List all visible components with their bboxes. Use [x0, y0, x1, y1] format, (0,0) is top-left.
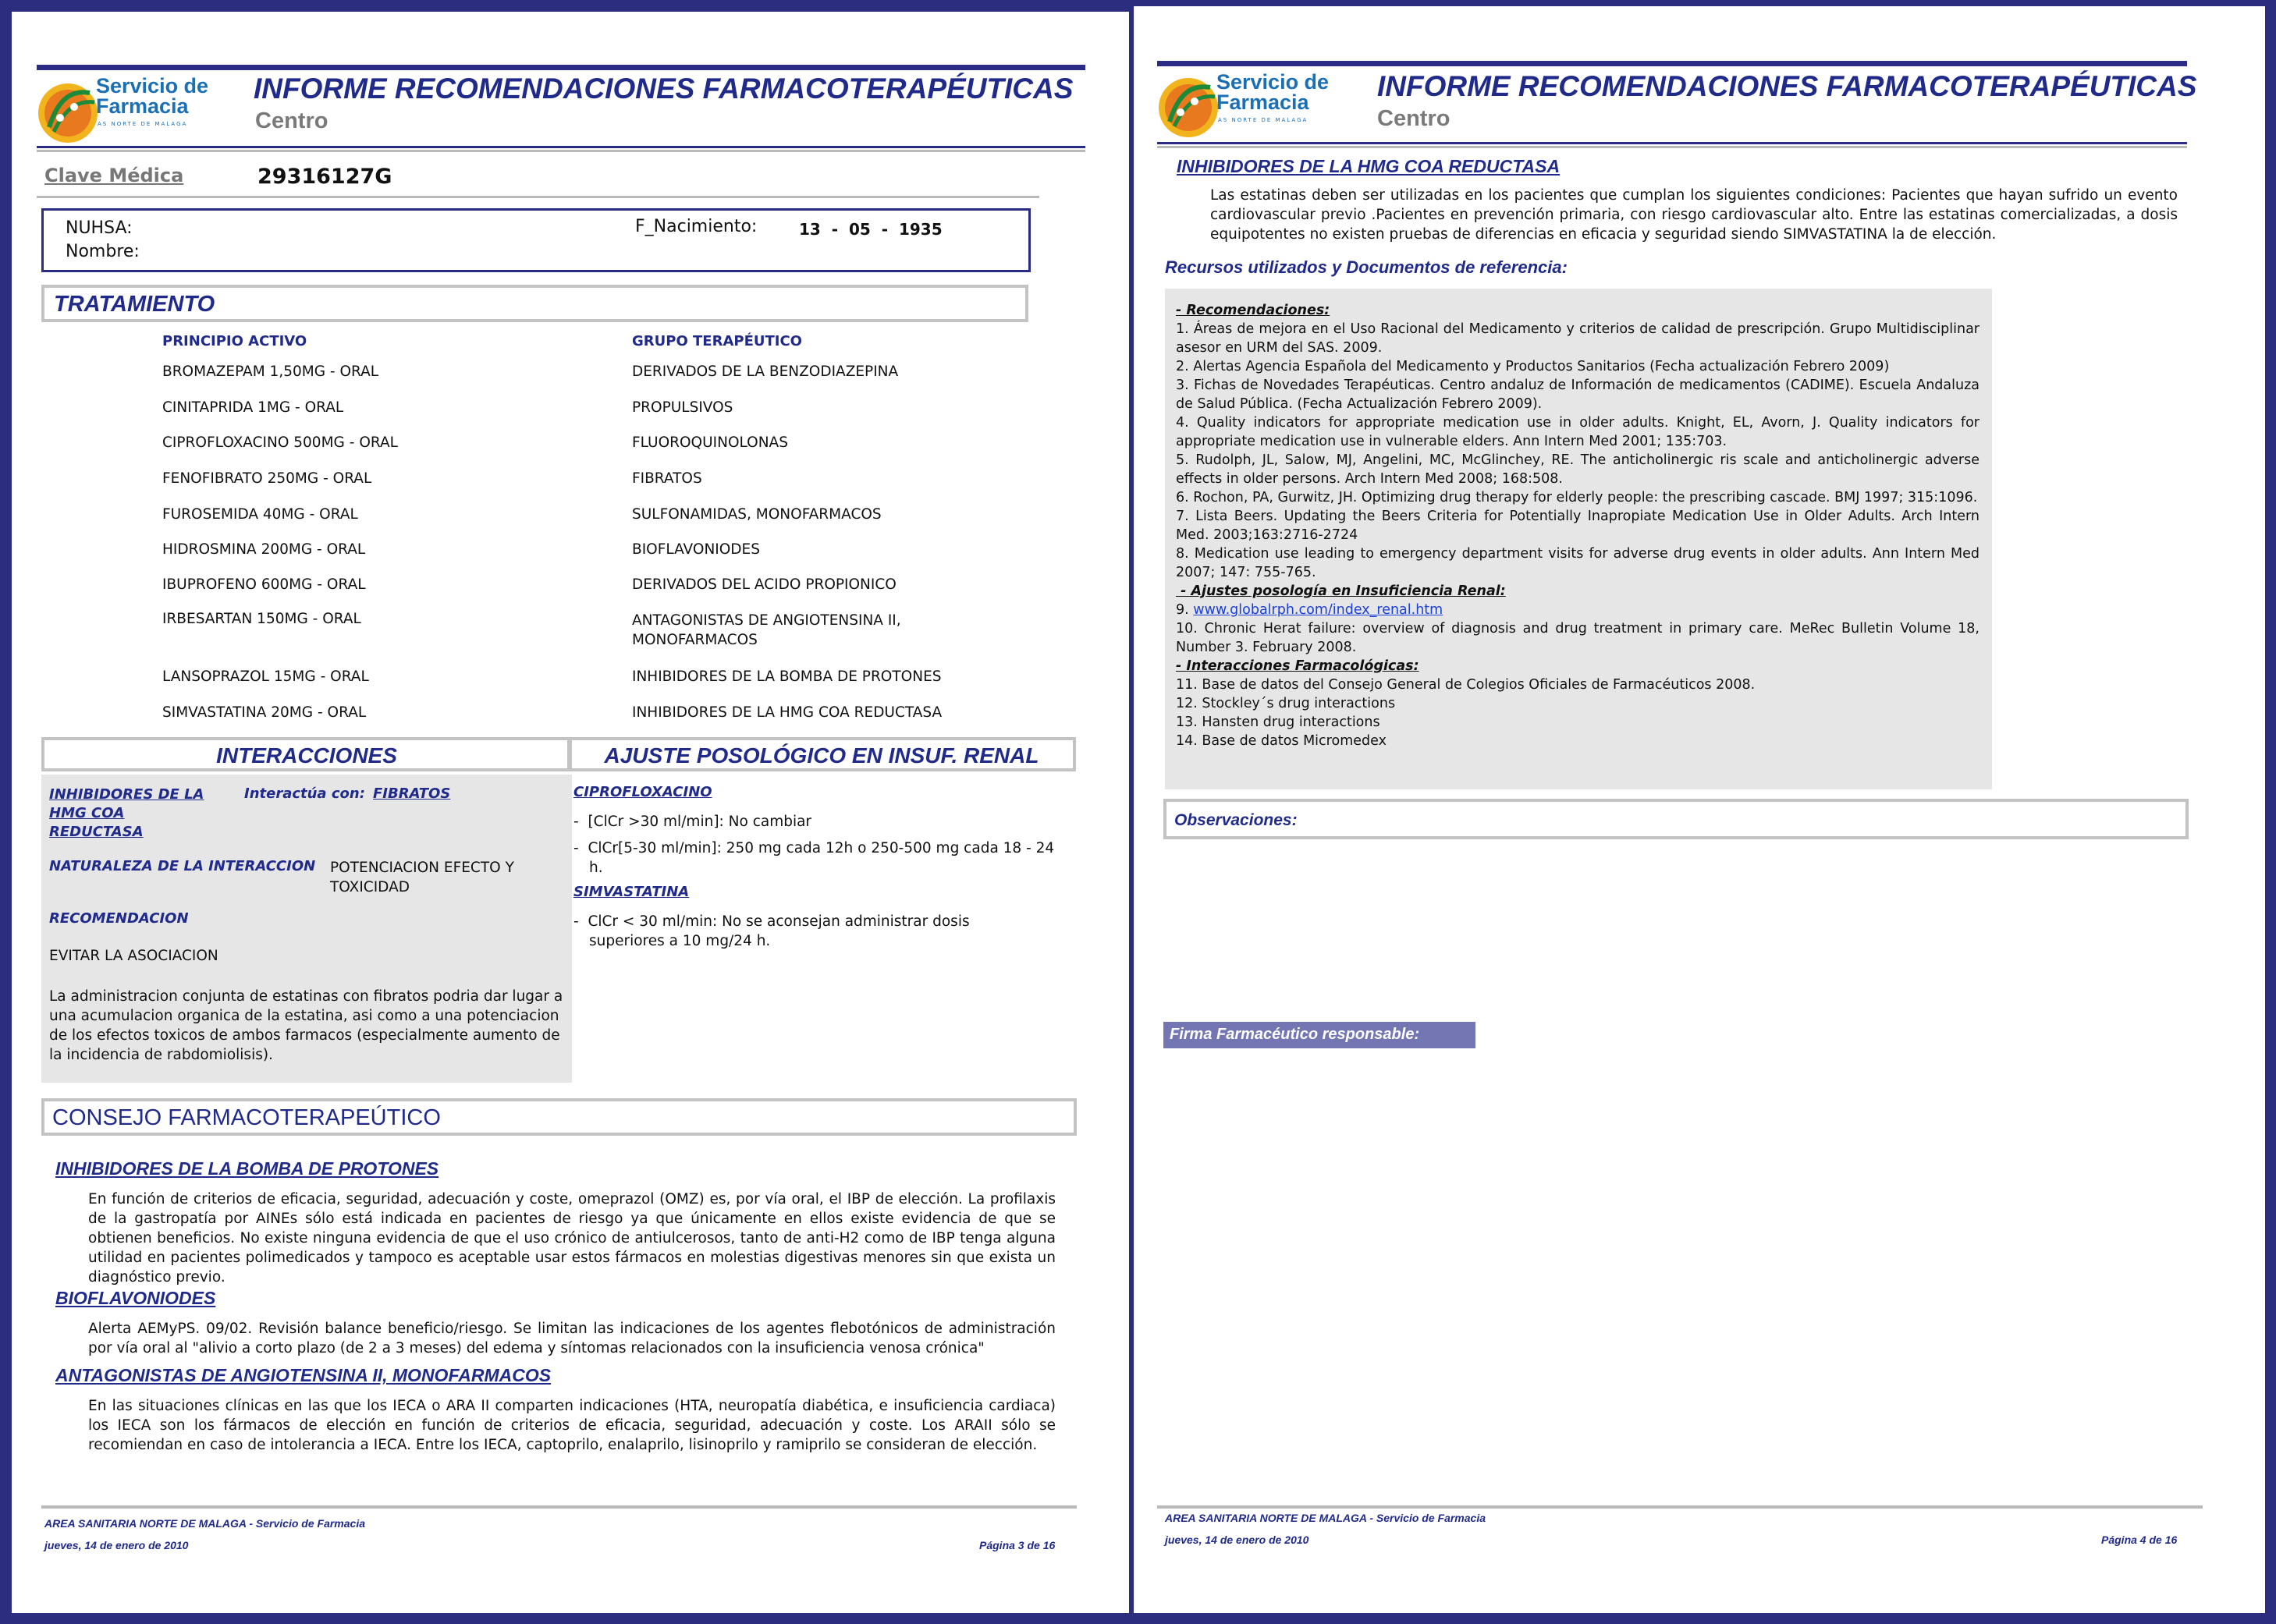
footer-page: Página 3 de 16: [979, 1539, 1056, 1551]
rec-heading: - Recomendaciones:: [1176, 303, 1330, 318]
reference-item: 7. Lista Beers. Updating the Beers Criteria for Potentially Inapropiate Medication Use in Older Adults. Arch Intern Med. 2003;163:2716-2724: [1176, 509, 1980, 543]
treatment-group: BIOFLAVONIODES: [632, 541, 760, 558]
page-3: [12, 12, 1129, 1613]
header-bottom-rule: [37, 146, 1085, 148]
renal-drug2-list: [573, 912, 1010, 951]
clave-label: Clave Médica: [44, 165, 184, 186]
recommendation-label: RECOMENDACION: [49, 910, 189, 927]
interacts-with-label: Interactúa con:: [244, 785, 365, 802]
logo-emblem-icon: [1156, 69, 1226, 140]
treatment-group: DERIVADOS DE LA BENZODIAZEPINA: [632, 363, 899, 380]
reference-item: 13. Hansten drug interactions: [1176, 714, 1380, 730]
reference-item: 8. Medication use leading to emergency department visits for adverse drug events in older adults. Ann Intern Med 2007; 147: 755-765.: [1176, 546, 1980, 580]
header-grey-rule: [1157, 146, 2187, 148]
logo-line2: Farmacia: [96, 94, 189, 118]
references-panel: [1165, 289, 1992, 789]
advice-heading-bioflav[interactable]: BIOFLAVONIODES: [55, 1288, 216, 1308]
treatment-drug: CINITAPRIDA 1MG - ORAL: [162, 399, 344, 416]
observations-label: Observaciones:: [1174, 811, 1298, 829]
renal-item-text: ClCr < 30 ml/min: No se aconsejan administrar dosis superiores a 10 mg/24 h.: [588, 913, 970, 949]
logo-line1: Servicio de: [1216, 70, 1330, 94]
treatment-drug: BROMAZEPAM 1,50MG - ORAL: [162, 363, 379, 380]
treatment-group: FIBRATOS: [632, 470, 702, 487]
ref9-prefix: 9.: [1176, 602, 1194, 618]
logo-line2: Farmacia: [1216, 90, 1309, 114]
pharmacy-logo: [1156, 69, 1366, 140]
clave-rule: [37, 196, 1039, 198]
reference-item: 14. Base de datos Micromedex: [1176, 733, 1387, 749]
reference-item: 3. Fichas de Novedades Terapéuticas. Centro andaluz de Información de medicamentos (CADIME). Escuela Andaluza de Salud Pública. (Fecha Actualización Febrero 2009).: [1176, 378, 1980, 412]
renal-item-text: [ClCr >30 ml/min]: No cambiar: [588, 814, 812, 830]
advice-header-box: [41, 1098, 1077, 1136]
logo-line1: Servicio de: [96, 74, 209, 98]
renal-drug2[interactable]: SIMVASTATINA: [573, 884, 690, 900]
nombre-label: Nombre:: [66, 242, 140, 261]
treatment-title: TRATAMIENTO: [54, 292, 215, 317]
pharmacy-logo: [35, 74, 246, 146]
reference-item: 11. Base de datos del Consejo General de Colegios Oficiales de Farmacéuticos 2008.: [1176, 677, 1756, 693]
renal-item: - ClCr[5-30 ml/min]: 250 mg cada 12h o 250-500 mg cada 18 - 24 h.: [573, 840, 1055, 876]
treatment-group: SULFONAMIDAS, MONOFARMACOS: [632, 506, 882, 523]
treatment-drug: IRBESARTAN 150MG - ORAL: [162, 611, 361, 627]
advice-heading-ara[interactable]: ANTAGONISTAS DE ANGIOTENSINA II, MONOFARMACOS: [55, 1365, 552, 1385]
interactions-title: INTERACCIONES: [216, 743, 397, 768]
advice-title: CONSEJO FARMACOTERAPEÚTICO: [52, 1105, 441, 1130]
header-grey-rule: [37, 150, 1085, 152]
renal-drug1[interactable]: CIPROFLOXACINO: [573, 784, 712, 800]
reference-item: 4. Quality indicators for appropriate medication use in older adults. Knight, EL, Avorn, J. Quality indicators for appropriate medication use in vulnerable elders. Ann Intern Med 2001; 135:703.: [1176, 415, 1980, 449]
treatment-group: DERIVADOS DEL ACIDO PROPIONICO: [632, 576, 897, 593]
advice-text-bioflav: Alerta AEMyPS. 09/02. Revisión balance beneficio/riesgo. Se limitan las indicaciones de los agentes flebotónicos de administración por vía oral al "alivio a corto plazo (de 2 a 3 meses) del edema y síntomas relacionados con la insuficiencia venosa crónica": [88, 1321, 1056, 1356]
interactions-header-box: [41, 737, 572, 771]
treatment-drug: LANSOPRAZOL 15MG - ORAL: [162, 668, 369, 685]
header-bottom-rule: [1157, 142, 2187, 144]
logo-line3: AS NORTE DE MALAGA: [1218, 117, 1308, 123]
renal-item: - ClCr < 30 ml/min: No se aconsejan administrar dosis superiores a 10 mg/24 h.: [573, 913, 970, 949]
footer-date: jueves, 14 de enero de 2010: [44, 1539, 189, 1551]
reference-item: 6. Rochon, PA, Gurwitz, JH. Optimizing drug therapy for elderly people: the prescribing cascade. BMJ 1997; 315:1096.: [1176, 490, 1978, 505]
footer-org: AREA SANITARIA NORTE DE MALAGA - Servicio de Farmacia: [1165, 1512, 1486, 1524]
reference-item: 10. Chronic Herat failure: overview of diagnosis and drug treatment in primary care. MeRec Bulletin Volume 18, Number 3. February 2008.: [1176, 621, 1980, 655]
treatment-col-drug: PRINCIPIO ACTIVO: [162, 333, 307, 349]
clave-value: 29316127G: [257, 165, 392, 189]
interactions-refs-heading: - Interacciones Farmacológicas:: [1176, 658, 1419, 674]
globalrph-link[interactable]: www.globalrph.com/index_renal.htm: [1193, 602, 1443, 618]
recommendation-value: EVITAR LA ASOCIACION: [49, 948, 218, 964]
renal-header-box: [567, 737, 1076, 771]
reference-item: [1176, 601, 1980, 619]
logo-line3: AS NORTE DE MALAGA: [98, 121, 188, 127]
reference-item: 1. Áreas de mejora en el Uso Racional del Medicamento y criterios de calidad de prescripción. Grupo Multidisciplinar asesor en URM del SAS. 2009.: [1176, 321, 1980, 356]
signature-box[interactable]: [1163, 1022, 1475, 1048]
interaction-description: La administracion conjunta de estatinas con fibratos podria dar lugar a una acumulacion organica de la estatina, asi como a una potenciacion de los efectos toxicos de ambos farmacos (especialmente aumento de la incidencia de rabdomiolisis).: [49, 988, 563, 1063]
treatment-group: FLUOROQUINOLONAS: [632, 434, 788, 451]
advice-text-ara: En las situaciones clínicas en las que los IECA o ARA II comparten indicaciones (HTA, neuropatía diabética, e insuficiencia cardiaca) los IECA son los fármacos de elección en función de criterios de eficacia, seguridad, adecuación y coste. Los ARAII sólo se recomiendan en caso de intolerancia a IECA. Entre los IECA, captoprilo, enalaprilo, lisinoprilo y ramiprilo se consideran de elección.: [88, 1398, 1056, 1453]
report-title: INFORME RECOMENDACIONES FARMACOTERAPÉUTICAS: [1377, 70, 2197, 102]
logo-emblem-icon: [35, 74, 105, 146]
header-top-rule: [1157, 61, 2187, 66]
footer-rule: [41, 1505, 1077, 1509]
treatment-group: PROPULSIVOS: [632, 399, 733, 416]
treatment-drug: IBUPROFENO 600MG - ORAL: [162, 576, 366, 593]
treatment-drug: FUROSEMIDA 40MG - ORAL: [162, 506, 358, 523]
page-4: [1134, 6, 2265, 1613]
reference-item: 2. Alertas Agencia Española del Medicamento y Productos Sanitarios (Fecha actualización Febrero 2009): [1176, 359, 1890, 374]
renal-refs-heading: - Ajustes posología en Insuficiencia Renal:: [1176, 583, 1506, 599]
references-list: [1176, 301, 1980, 750]
footer-rule: [1157, 1505, 2203, 1509]
report-subtitle: Centro: [1377, 106, 1450, 131]
reference-item: 5. Rudolph, JL, Salow, MJ, Angelini, MC, McGlinchey, RE. The anticholinergic ris scale and anticholinergic adverse effects in older persons. Arch Intern Med 2008; 168:508.: [1176, 452, 1980, 487]
treatment-col-group: GRUPO TERAPÉUTICO: [632, 333, 802, 349]
advice-heading-ibp[interactable]: INHIBIDORES DE LA BOMBA DE PROTONES: [55, 1158, 439, 1179]
treatment-drug: CIPROFLOXACINO 500MG - ORAL: [162, 434, 398, 451]
interaction-drug-b[interactable]: FIBRATOS: [373, 785, 451, 802]
patient-box: [41, 208, 1031, 272]
nuhsa-label: NUHSA:: [66, 218, 133, 238]
fnac-label: F_Nacimiento:: [635, 217, 758, 236]
nature-value: POTENCIACION EFECTO Y TOXICIDAD: [330, 860, 514, 895]
advice-text-ibp: En función de criterios de eficacia, seguridad, adecuación y coste, omeprazol (OMZ) es, por vía oral, el IBP de elección. La profilaxis de la gastropatía por AINEs sólo está indicada en pacientes de riesgo ya que únicamente en ellos existe evidencia de que se obtienen beneficios. No existe ninguna evidencia de que el uso crónico de antiulcerosos, tanto de anti-H2 como de IBP tenga alguna utilidad en pacientes polimedicados y tampoco es aceptable usar estos fármacos en molestias digestivas menores sin que exista un diagnóstico previo.: [88, 1191, 1056, 1285]
hmg-text: Las estatinas deben ser utilizadas en los pacientes que cumplan los siguientes condiciones: Pacientes que hayan sufrido un evento cardiovascular previo .Pacientes en prevención primaria, con riesgo cardiovascular alto. Entre las estatinas comercializadas, a dosis equipotentes no existen pruebas de diferencias en eficacia y seguridad siendo SIMVASTATINA la de elección.: [1210, 187, 2178, 243]
treatment-drug: HIDROSMINA 200MG - ORAL: [162, 541, 366, 558]
hmg-heading[interactable]: INHIBIDORES DE LA HMG COA REDUCTASA: [1177, 156, 1561, 176]
footer-page: Página 4 de 16: [2101, 1534, 2178, 1546]
observations-box[interactable]: [1163, 799, 2189, 839]
footer-org: AREA SANITARIA NORTE DE MALAGA - Servicio de Farmacia: [44, 1517, 365, 1530]
report-title: INFORME RECOMENDACIONES FARMACOTERAPÉUTICAS: [254, 73, 1074, 105]
interactions-panel: [41, 775, 572, 1083]
treatment-drug: SIMVASTATINA 20MG - ORAL: [162, 704, 367, 721]
treatment-header-box: [41, 285, 1028, 322]
signature-label: Firma Farmacéutico responsable:: [1170, 1026, 1420, 1043]
header-top-rule: [37, 65, 1085, 70]
renal-drug1-list: [573, 812, 1057, 878]
renal-item: - [ClCr >30 ml/min]: No cambiar: [573, 814, 812, 830]
treatment-drug: FENOFIBRATO 250MG - ORAL: [162, 470, 372, 487]
treatment-group: ANTAGONISTAS DE ANGIOTENSINA II, MONOFARMACOS: [632, 612, 901, 648]
treatment-group: INHIBIDORES DE LA HMG COA REDUCTASA: [632, 704, 943, 721]
treatment-group: INHIBIDORES DE LA BOMBA DE PROTONES: [632, 668, 942, 685]
renal-item-text: ClCr[5-30 ml/min]: 250 mg cada 12h o 250-500 mg cada 18 - 24 h.: [588, 840, 1055, 876]
fnac-value: 13 - 05 - 1935: [799, 220, 943, 239]
reference-item: 12. Stockley´s drug interactions: [1176, 696, 1396, 711]
interaction-drug-a[interactable]: INHIBIDORES DE LA HMG COA REDUCTASA: [49, 786, 204, 840]
nature-label: NATURALEZA DE LA INTERACCION: [49, 858, 316, 874]
report-subtitle: Centro: [255, 108, 328, 133]
resources-title: Recursos utilizados y Documentos de referencia:: [1165, 257, 1568, 277]
renal-title: AJUSTE POSOLÓGICO EN INSUF. RENAL: [604, 743, 1039, 768]
footer-date: jueves, 14 de enero de 2010: [1165, 1534, 1309, 1546]
